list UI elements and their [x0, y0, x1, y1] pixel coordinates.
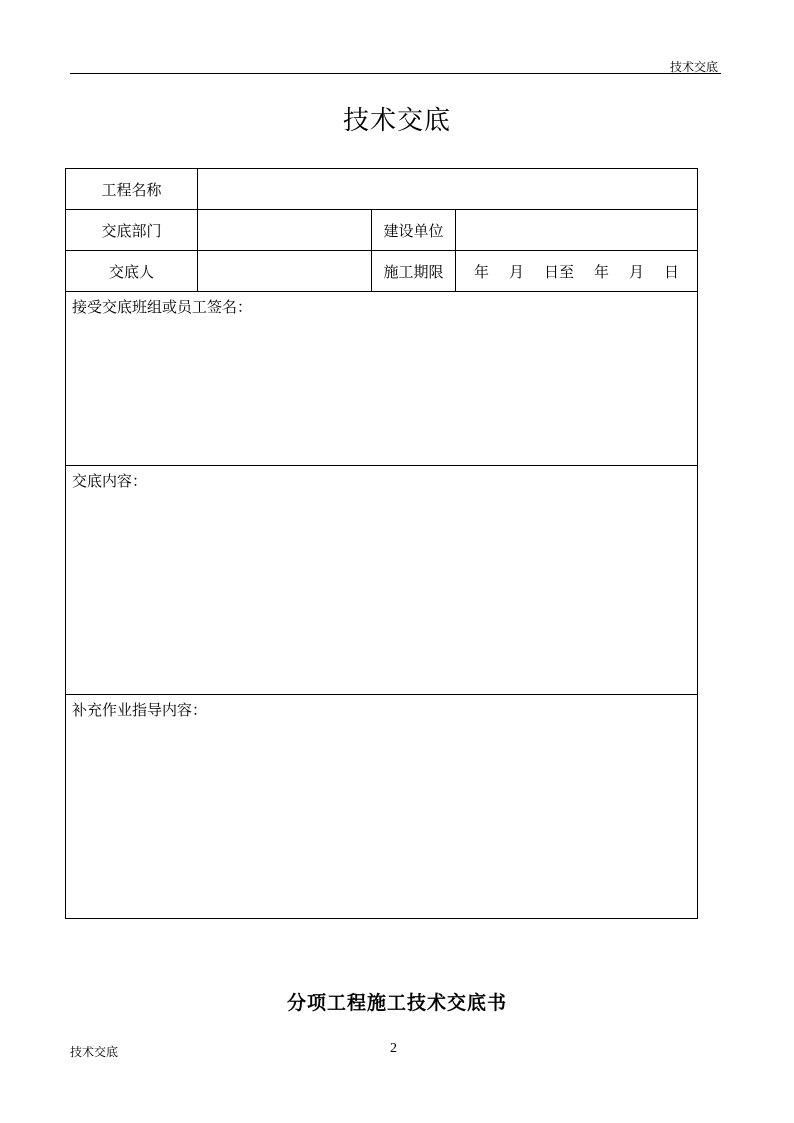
- project-name-field[interactable]: [198, 169, 698, 210]
- period-label: 施工期限: [372, 251, 456, 292]
- person-field[interactable]: [198, 251, 372, 292]
- page-number: 2: [390, 1041, 397, 1056]
- project-name-label: 工程名称: [66, 169, 198, 210]
- supplement-label: 补充作业指导内容：: [72, 701, 208, 719]
- date-year-start: 年: [473, 262, 489, 281]
- signature-label: 接受交底班组或员工签名：: [72, 298, 253, 316]
- row-signature: [66, 292, 698, 466]
- build-unit-label: 建设单位: [372, 210, 456, 251]
- date-day-end: 日: [664, 262, 680, 281]
- person-label: 交底人: [66, 251, 198, 292]
- header-doc-title: 技术交底: [669, 60, 718, 74]
- row-supplement: [66, 695, 698, 919]
- signature-area[interactable]: [66, 292, 698, 466]
- date-month-start: 月: [508, 262, 524, 281]
- header-divider: [70, 73, 721, 74]
- content-label: 交底内容：: [72, 472, 148, 490]
- department-label: 交底部门: [66, 210, 198, 251]
- footer-doc-title: 技术交底: [70, 1045, 119, 1059]
- date-year-end: 年: [594, 262, 610, 281]
- supplement-area[interactable]: [66, 695, 698, 919]
- row-person: [66, 251, 698, 292]
- date-month-end: 月: [629, 262, 645, 281]
- row-content: [66, 466, 698, 695]
- section-title: 分项工程施工技术交底书: [286, 992, 507, 1014]
- date-day-to: 日至: [543, 262, 574, 281]
- period-date-field[interactable]: [456, 251, 698, 292]
- build-unit-field[interactable]: [456, 210, 698, 251]
- department-field[interactable]: [198, 210, 372, 251]
- page-title: 技术交底: [342, 106, 451, 136]
- disclosure-form-table: [65, 168, 698, 919]
- row-project-name: [66, 169, 698, 210]
- row-department: [66, 210, 698, 251]
- content-area[interactable]: [66, 466, 698, 695]
